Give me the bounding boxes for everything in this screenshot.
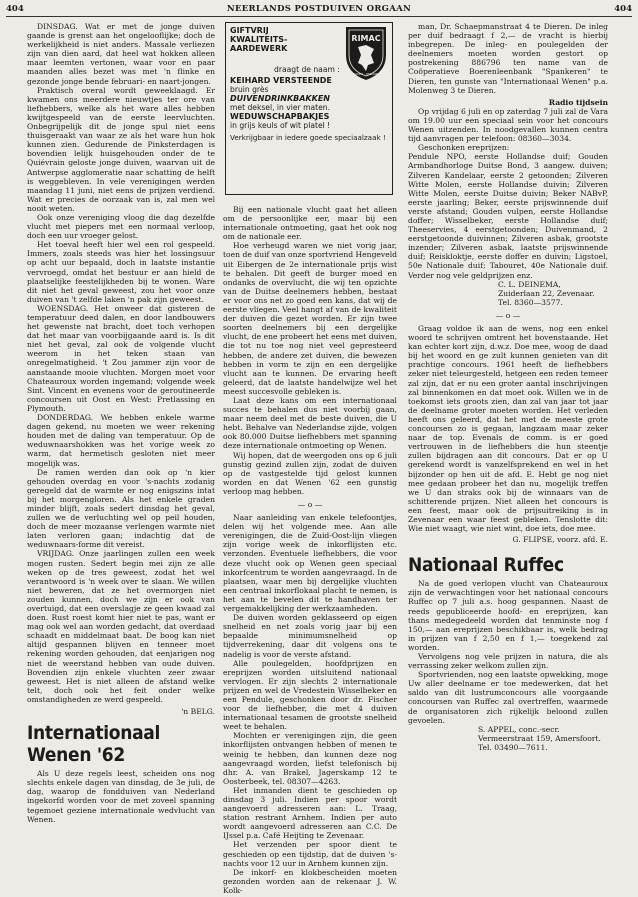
signature-appel: S. APPEL, conc.-secr. [478, 724, 560, 734]
paragraph: Bij een nationale vlucht gaat het alleen om de persoonlijke eer, maar bij een internationale ontmoeting, gaat het ook nog om de nationale eer. [223, 205, 397, 242]
address-appel: Vermeerstraat 159, Amersfoort. [478, 733, 601, 743]
paragraph: Het verzenden per spoor dient te geschieden op een tijdstip, dat de duiven 's-nachts voor 12 uur in Arnhem kunnen zijn. [223, 840, 397, 868]
paragraph: Praktisch overal wordt geweeklaagd. Er kwamen ons meerdere nieuwtjes ter ore van liefhebbers, welke als het ware alles hebben kwijtgespeeld van de eerste leervluchten. Onbegrijpelijk dit de jonge spul niet eens thuisgeraakt van waar ze als het ware hun hok kunnen zien. Gedurende de Pinksterdagen is bovendien lelijk huisgehouden onder de te Quiévrain geloste jonge duiven, waarvan uit de Antwerpse agglomeratie naar schatting de helft is weggebleven. In vele verenigingen werden maandag 11 juni, niet eens de prijzen verdiend. Wat er precies de oorzaak van is, zal men wel nooit weten. [27, 85, 215, 213]
paragraph: VRIJDAG. Onze jaarlingen zullen een week mogen rusten. Sedert begin mei zijn ze alle weken op de tres geweest, zodat het wel verantwoord is 'n week over te slaan. We willen niet beweren, dat ze het overmorgen niet zouden kunnen, doch we zijn er ook van overtuigd, dat een overslagje ze geen kwaad zal doen. Rust roest komt hier niet te pas, want er mag ook wel aan worden gedacht, dat overdaad schaadt en middelmaat baat. De boog kan niet altijd gespannen blijven en tenneer moet rekening worden gehouden, dat eenjarigen nog niet de weerstand hebben van oude duiven. Bovendien zijn enkele vluchten zeer zwaar geweest. Het is niet alleen de afstand welke telt, doch ook het feit onder welke omstandigheden ze werd gespeeld. [27, 549, 215, 704]
ad-line-6: met deksel, in vier maten. [230, 103, 330, 112]
paragraph: Alle poulegelden, hoofdprijzen en ereprijzen worden uitsluitend nationaal vervlogen. Er zijn slechts 2 internationale prijzen en wel de Vredestein Wisselbeker en een Pendule, geschonken door dr. Fischer voor de liefhebber, die met 4 duiven internationaal tesamen de grootste snelheid weet te behalen. [223, 658, 397, 732]
paragraph: man, Dr. Schaepmanstraat 4 te Dieren. De inleg per duif bedraagt f 2,— de vracht is hierbij inbegrepen. De inleg- en poulegelden der deelnemers moeten worden gestort op postrekening 886796 ten name van de Coöperatieve Boerenleenbank "Spankeren" te Dieren, ten gunste van "Internationaal Wenen" p.a. Molenweg 3 te Dieren. [408, 22, 608, 95]
phone-deinema: Tel. 8360—3577. [498, 297, 563, 307]
ad-line-3: AARDEWERK [230, 44, 288, 53]
ad-footer: Verkrijgbaar in iedere goede speciaalzaak ! [230, 133, 386, 142]
paragraph: Het inmanden dient te geschieden op dinsdag 3 juli. Indien per spoor wordt aangevoerd adresseren aan: L. Traag, station restrant Arnhem. Indien per auto wordt aangevoerd adresseren aan C.C. De IJssel p.a. Café Heijting te Zevenaar. [223, 785, 397, 841]
paragraph: Wij hopen, dat de weergoden ons op 6 juli gunstig gezind zullen zijn, zodat de duiven op de vastgestelde tijd gelost kunnen worden en dat Wenen '62 een gunstig verloop mag hebben. [223, 450, 397, 496]
paragraph: De duiven worden geklasseerd op eigen snelheid en net zoals vorig jaar bij een bepaalde minimumsnelheid op tijdverrekening, daar dit volgens ons te nadelig is voor de verste afstand. [223, 613, 397, 659]
paragraph: Naar aanleiding van enkele telefoontjes, delen wij het volgende mee. Aan alle verenigingen, die de Zuid-Oost-lijn vliegen zijn vorige week de inkorflijsten etc. verzonden. Eventuele liefhebbers, die voor deze vlucht ook op Wenen geen speciaal inkorfcentrum te worden aangevraagd. In de plaatsen, waar men bij dergelijke vluchten een centraal inkorflokaal placht te nemen, is het aan te bevelen dit te handhaven ter vergemakkelijking der werkzaamheden. [223, 513, 397, 614]
column-3 [408, 22, 608, 892]
radio-heading: Radio tijdsein [548, 97, 608, 107]
paragraph: Laat deze kans om een internationaal succes te behalen dus niet voorbij gaan, maar neem deel met de beste duiven, die U hebt. Behalve van Nederlandse zijde, volgen ook 80.000 Duitse liefhebbers met spanning deze internationale ontmoeting op Wenen. [223, 395, 397, 451]
address-deinema: Zuiderlaan 22, Zevenaar. [498, 288, 595, 298]
page-number-left: 404 [6, 4, 24, 14]
article-title-ruffec: Nationaal Ruffec [408, 554, 564, 577]
prize-list: Pendule NPO, eerste Hollandse duif; Gouden Armbandhorloge Duitse Bond, 3 aangew. duiven; Zilveren Kandelaar, eerste 2 getoonden; Zilveren Witte Molen, eerste Hollandse duivin; Zilveren Witte Molen, eerste Duitse duivin; Beker NABvP, eerste jaarling; Beker, eerste prijswinnende duif verste afstand; Gouden vulpen, eerste Hollandse doffer; Wisselbeker, eerste Hollandse duif; Theeservies, 4 eerstgetoonden; Duivenmand, 2 eerstgetoonde duivinnen; Zilveren asbak, grootste inzender; Zilveren asbak, laatste prijswinnende duif; Reiskloktje, eerste doffer en duivin; Ligstoel, 50e Nationale duif; Tabouret, 40e Nationale duif. Verder nog vele geldprijzen enz. [408, 152, 608, 280]
paragraph: Graag voldoe ik aan de wens, nog een enkel woord te schrijven omtrent het bovenstaande. Het kan echter kort zijn, d.w.z. Doe mee, woog de daad bij het woord en ge zult kunnen genieten van dit prachtige concours. 1961 heeft de liefhebbers zeker niet teleurgesteld, hetgeen een reden temeer zal zijn, dat er nu een groter aantal inschrijvingen zal binnenkomen en dat moet ook. Willen we in de toekomst iets groots zien, dan zal van jaar tot jaar de deelname groter moeten worden. Het verleden heeft ons geleerd, dat het met de meeste grote concoursen zo is gegaan, langzaam maar zeker naar de top. Evenals de comm. is er goed vertrouwen in de liefhebbers die hun steentje zullen bijdragen aan dit concours. Dat er op U gerekend wordt is vanzelfsprekend en wel in het bijzonder op hen uit de afd. E. Hebt ge nog niet mee gedaan probeer het dan nu, mogelijk treffen we U dan straks ook bij de winnaars van de schitterende prijzen. Niet alleen het concours is een feest, maar ook de prijsuitreiking is in Zevenaar een waar feest gebleken. Tenslotte dit: Wie niet waagt, wie niet wint, doe iets, doe mee. [408, 324, 608, 534]
journal-title: NEERLANDS POSTDUIVEN ORGAAN [226, 4, 412, 14]
column-3-paragraphs-4 [408, 579, 608, 725]
ad-line-4: draagt de naam : [274, 65, 340, 74]
paragraph: Na de goed verlopen vlucht van Chateauroux zijn de verwachtingen voor het nationaal concours Ruffec op 7 juli a.s. hoog gespannen. Naast de reeds gepubliceerde hoofd- en ereprijzen, kan thans medegedeeld worden dat tenminste nog f 150,— aan ereprijzen beschikbaar is, welk bedrag in prijzen van f 2,50 en f 1,— toegekend zal worden. [408, 579, 608, 652]
rimac-advertisement [225, 22, 393, 195]
page-header [0, 4, 638, 16]
ad-brand: KEIHARD VERSTEENDE [230, 76, 332, 85]
ad-line-5: bruin grès [230, 85, 269, 94]
paragraph: DINSDAG. Wat er met de jonge duiven gaande is grenst aan het ongelooflijke; doch de werkelijkheid is niet anders. Massale verliezen zijn van dien aard, dat heel wat hokken alleen maar leemten vertonen, waar voor en paar maanden alles bezet was met 'n flinke en gezonde jonge bende februari- en naart-jongen. [27, 22, 215, 86]
column-1-paragraphs-2 [27, 769, 215, 824]
rimac-shield-logo [344, 25, 388, 81]
paragraph: Geschonken ereprijzen: [418, 143, 510, 153]
column-3-paragraphs-2 [408, 107, 608, 152]
paragraph: Mochten er verenigingen zijn, die geen inkorflijsten ontvangen hebben of menen te weinig te hebben, dan kunnen deze nog aangevraagd worden, liefst telefonisch bij dhr. A. van Brakel, Jagerskamp 12 te Oosterbeek, tel. 08307—4263. [223, 731, 397, 786]
separator-2: — o — [495, 310, 521, 320]
paragraph: Vervolgens nog vele prijzen in natura, die als verrassing zeker welkom zullen zijn. [408, 652, 608, 671]
signature-belg: 'n BELG. [181, 707, 215, 717]
column-2-paragraphs [223, 205, 397, 496]
ad-line-2: KWALITEITS- [230, 35, 288, 44]
paragraph: WOENSDAG. Het onweer dat gisteren de temperatuur deed dalen, en door landbouwers het gewenste nat bracht, doet toch verhopen dat het maar van voorbijgaande aard is. Is dit niet het geval, zal ook de volgende vlucht weerom in het teken staan van onregelmatigheid. 't Zou jammer zijn voor de aanstaande mooie vluchten. Morgen moet voor Chateauroux worden ingemand; volgende week Sint. Vincent en evenens voor de geroutineerde concoursen uit Oost en West: Pretlassing en Plymouth. [27, 303, 215, 413]
ad-dish: DUIVENDRINKBAKKEN [230, 94, 330, 103]
paragraph: Hoe verheugd waren we niet vorig jaar, toen de duif van onze sportvriend Hengeveld uit Eibergen de 2e internationale prijs wist te behalen. Dit geeft de burger moed en ondanks de overvlucht, die wij ten opzichte van de Duitse deelnemers hebben, bestaat er voor ons net zo goed een kans, dat wij de eerste vliegen. Veel hangt af van de kwaliteit der duiven die gezet worden. Er zijn twee soorten deelnemers bij een dergelijke vlucht, de ene probeert het eens met duiven, die tot nu toe nog niet veel gepresteerd hebben, de andere zet duiven, die bewezen hebben in vorm te zijn en een dergelijke vlucht aan te kunnen. De ervaring heeft geleerd, dat de laatste handelwijze wel het meest succesvolle gebleken is. [223, 241, 397, 396]
column-3-paragraphs-3 [408, 324, 608, 533]
signature-deinema: C. L. DEINEMA, [498, 279, 561, 289]
logo-subtext: GOUDA · HOLLAND [353, 73, 379, 76]
paragraph: Ook onze vereniging vloog die dag dezelfde vlucht met piepers met een normaal verloop, doch een uur vroeger gelost. [27, 212, 215, 241]
separator: — o — [297, 500, 323, 509]
paragraph: Op vrijdag 6 juli en op zaterdag 7 juli zal de Vara om 19.00 uur een speciaal sein voor het concours Wenen uitzenden. In noodgevallen kunnen centra tijd aanvragen per telefoon: 08360—3034. [408, 106, 608, 144]
column-2-paragraphs-2 [223, 513, 397, 895]
paragraph: De inkorf- en klokbescheiden moeten gezonden worden aan de rekenaar J. W. Kolk- [223, 867, 397, 895]
paragraph: De ramen werden dan ook op 'n kier gehouden overdag en voor 's-nachts zodanig geregeld dat de warmte er nog enigszins intat bij het morgengloren. Als het enkele graden minder blijft, zoals sedert dinsdag het geval, zullen we de verluchting wel op peil houden, doch de meer mozaanse verlengen warmte niet laten verloren gaan; indachtig dat de weduwnaars-forme dit vereist. [27, 467, 215, 550]
header-rule [6, 16, 632, 17]
column-3-paragraphs [408, 22, 608, 95]
column-1-paragraphs [27, 22, 215, 704]
paragraph: Als U deze regels leest, scheiden ons nog slechts enkele dagen van dinsdag, de 3e juli, de dag, waarop de fondduiven van Nederland ingekorfd worden voor de met zoveel spanning tegemoet geziene internationale wedvlucht van Wenen. [27, 769, 215, 824]
column-1 [27, 22, 215, 892]
ad-weduwschap: WEDUWSCHAPBAKJES [230, 112, 330, 121]
ad-line-1: GIFTVRIJ [230, 26, 269, 35]
column-2 [223, 205, 397, 895]
article-title-wenen: Internationaal Wenen '62 [27, 722, 161, 767]
ad-line-7: in grijs keuls of wit platel ! [230, 121, 331, 130]
signature-flipse: G. FLIPSE, voorz. afd. E. [512, 535, 608, 545]
paragraph: DONDERDAG. We hebben enkele warme dagen gekend, nu moeten we weer rekening houden met de daling van temperatuur. Op de weduwnaarshokken was het vorige week zo warm, dat hermetisch gesloten niet meer mogelijk was. [27, 413, 215, 468]
page-number-right: 404 [614, 4, 632, 14]
paragraph: Het toeval heeft hier wel een rol gespeeld. Immers, zoals steeds was hier het lossingsuur op acht uur bepaald, doch in laatste instantie vervroegd, omdat het bestuur er aan hield de plaatselijke feestelijkheden bij te wonen. Ware dit niet het geval geweest, zou het voor onze duiven van 't zelfde laken 'n pak zijn geweest. [27, 240, 215, 304]
phone-appel: Tel. 03490—7611. [478, 742, 548, 752]
logo-text: RIMAC [351, 34, 381, 43]
paragraph: Sportvrienden, nog een laatste opwekking, moge Uw aller deelname er toe medewerken, dat het saldo van dit lustrumconcours alle voorgaande concoursen van Ruffec zal overtreffen, waarmede de organisatoren zich rijkelijk beloond zullen gevoelen. [408, 670, 608, 725]
